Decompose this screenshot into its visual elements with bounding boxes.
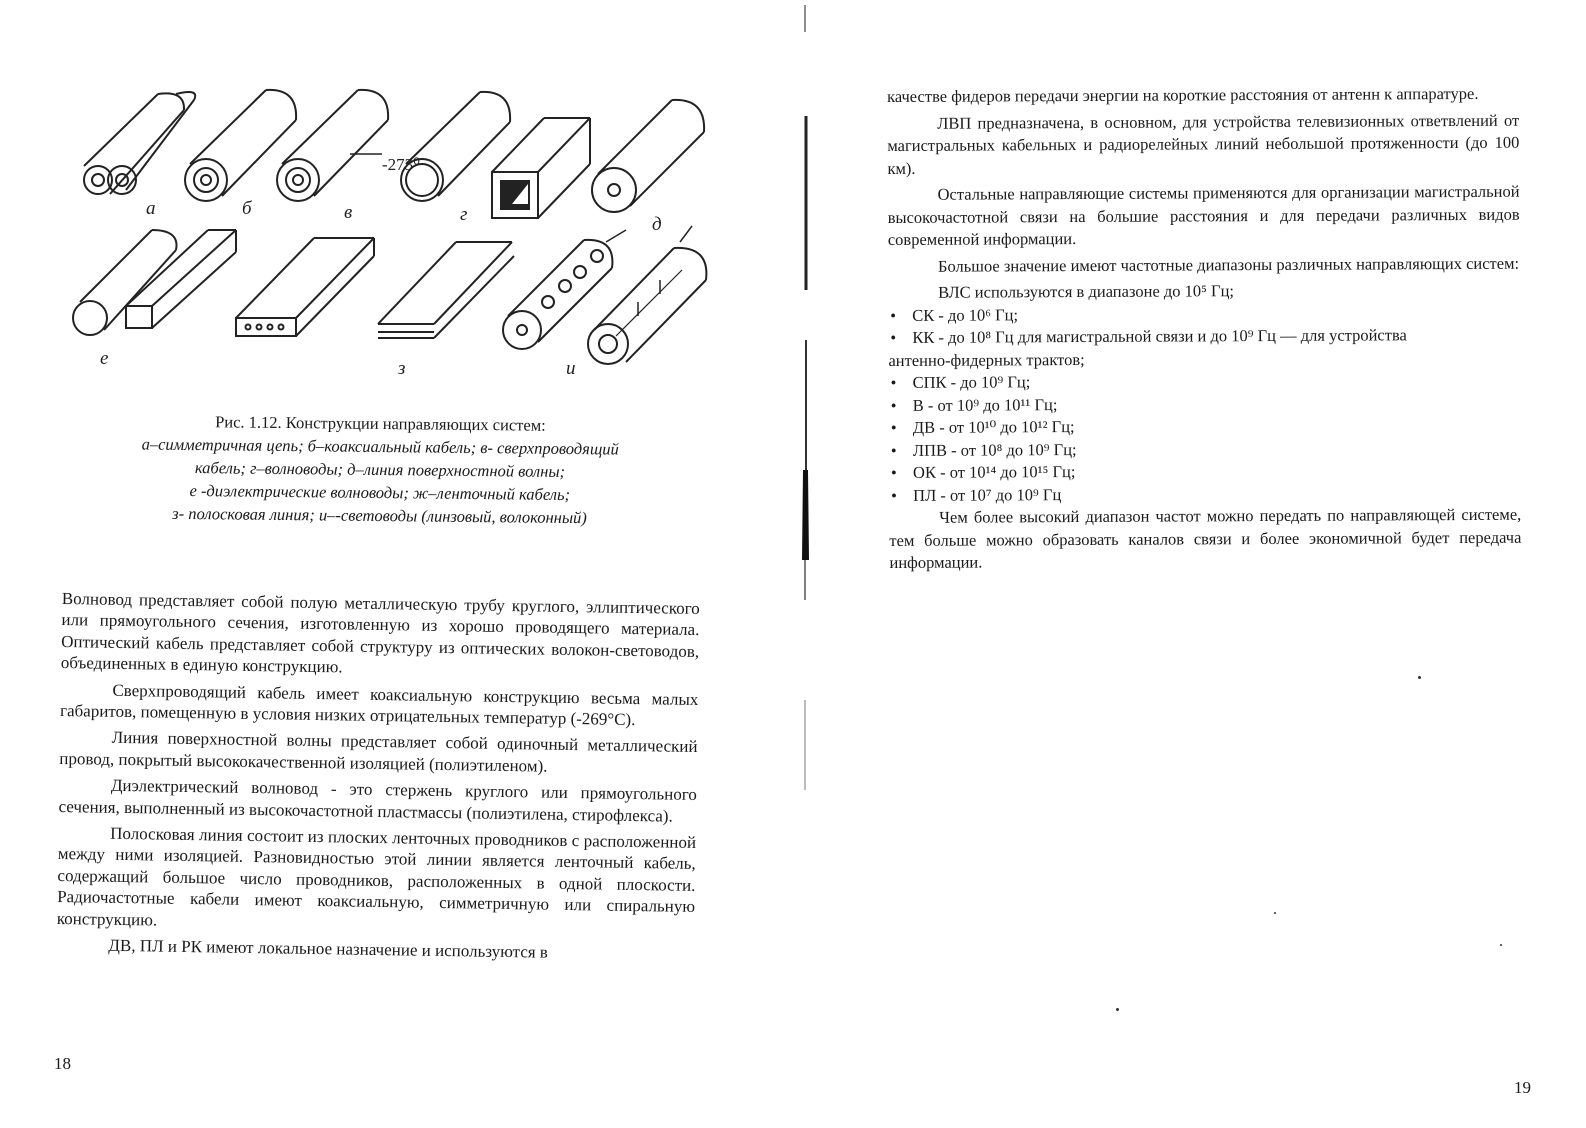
paragraph-feeders: качестве фидеров передачи энергии на короткие расстояния от антенн к аппаратуре. <box>887 83 1479 106</box>
label-v: в <box>344 202 353 223</box>
figure-item-b <box>185 90 296 219</box>
figure-item-i <box>503 226 706 379</box>
caption-line: а–симметричная цепь; б–коаксиальный кабель; в- сверхпроводящий <box>141 434 619 459</box>
left-page-body <box>56 588 700 970</box>
figure-item-rect-waveguide <box>492 118 590 218</box>
label-z: з <box>398 358 406 379</box>
page-number-left: 18 <box>54 1054 71 1073</box>
scan-speck <box>1274 912 1276 914</box>
figure-item-zh <box>236 238 374 336</box>
scan-speck <box>1418 676 1421 679</box>
waveguide-figure <box>60 80 740 390</box>
paragraph-frequency-intro: Большое значение имеют частотные диапазоны различных направляющих систем: <box>937 253 1520 276</box>
right-page-body <box>887 83 1522 579</box>
paragraph-waveguide: Волновод представляет собой полую металлическую трубу круглого, эллиптического или прямоугольного сечения, изготовленную из хорошо проводящего материала. Оптический кабель представляет собой структуру из оптических волокон-световодов, объединенных в единую конструкцию. <box>60 588 700 677</box>
label-i: и <box>566 358 576 379</box>
figure-item-z <box>378 242 514 379</box>
paragraph-dielectric: Диэлектрический волновод - это стержень круглого или прямоугольного сечения, выполненный из высокочастотной пластмассы (полиэтилена, стирофлекса). <box>58 776 697 826</box>
figure-item-a <box>84 92 195 219</box>
scan-speck <box>1116 1008 1119 1011</box>
scan-speck <box>1500 944 1502 946</box>
paragraph-strip-line: Полосковая линия состоит из плоских ленточных проводников с расположенной между ними изоляцией. Разновидностью этой линии является ленточный кабель, содержащий большое число проводников, расположенных в одной плоскости. Радиочастотные кабели имеют коаксиальную, симметричную или спиральную конструкцию. <box>56 823 697 930</box>
caption-line: кабель; г–волноводы; д–линия поверхностной волны; <box>194 458 566 481</box>
label-g: г <box>460 204 468 225</box>
list-item-continuation <box>888 346 1520 372</box>
paragraph-conclusion: Чем более высокий диапазон частот можно передать по направляющей системе, тем больше можно образовать каналов связи и более экономичной будет передача информации. <box>889 504 1522 572</box>
page-number-right: 19 <box>1514 1078 1531 1097</box>
list-item: • СК - до 10⁶ Гц; <box>888 301 1520 327</box>
list-item: • ПЛ - от 10⁷ до 10⁹ Гц <box>889 481 1521 507</box>
paragraph-surface-wave: Линия поверхностной волны представляет собой одиночный металлический провод, покрытый высококачественной изоляцией (полиэтиленом). <box>59 728 698 776</box>
list-item-continuation-text: антенно-фидерных трактов; <box>888 349 1085 370</box>
temperature-note: -273⁰ <box>382 155 420 174</box>
paragraph-superconducting: Сверхпроводящий кабель имеет коаксиальную конструкцию весьма малых габаритов, помещенную в условия низких отрицательных температур (-269°С). <box>59 680 699 730</box>
label-e: е <box>100 348 109 369</box>
list-item: • ОК - от 10¹⁴ до 10¹⁵ Гц; <box>889 459 1521 485</box>
label-d: д <box>652 214 662 235</box>
paragraph-lvp: ЛВП предназначена, в основном, для устройства телевизионных ответвлений от магистральных кабельных и радиорелейных линий небольшой протяженности (до 100 км). <box>887 110 1520 178</box>
list-item: • В - от 10⁹ до 10¹¹ Гц; <box>889 391 1521 417</box>
frequency-list <box>888 301 1521 507</box>
list-item: • ЛПВ - от 10⁸ до 10⁹ Гц; <box>889 436 1521 462</box>
paragraph-vls: ВЛС используются в диапазоне до 10⁵ Гц; <box>938 281 1235 302</box>
list-item: • КК - до 10⁸ Гц для магистральной связи и до 10⁹ Гц — для устройства <box>888 324 1520 350</box>
label-b: б <box>242 198 252 219</box>
caption-title: Рис. 1.12. Конструкции направляющих систем: <box>215 412 546 435</box>
list-item: • СПК - до 10⁹ Гц; <box>888 369 1520 395</box>
label-a: а <box>146 198 156 219</box>
figure-item-e <box>73 230 236 369</box>
caption-line: з- полосковая линия; и–-световоды (линзовый, волоконный) <box>172 503 587 528</box>
figure-caption <box>89 409 670 530</box>
figure-item-d <box>592 100 704 235</box>
caption-line: е -диэлектрические волноводы; ж–ленточный кабель; <box>189 481 571 504</box>
paragraph-local-use: ДВ, ПЛ и РК имеют локальное назначение и используются в <box>108 935 549 962</box>
list-item: • ДВ - от 10¹⁰ до 10¹² Гц; <box>889 414 1521 440</box>
figure-item-v <box>277 90 420 223</box>
paragraph-other-systems: Остальные направляющие системы применяются для организации магистральной высокочастотной связи на большие расстояния и для передачи различных видов современной информации. <box>887 181 1520 249</box>
